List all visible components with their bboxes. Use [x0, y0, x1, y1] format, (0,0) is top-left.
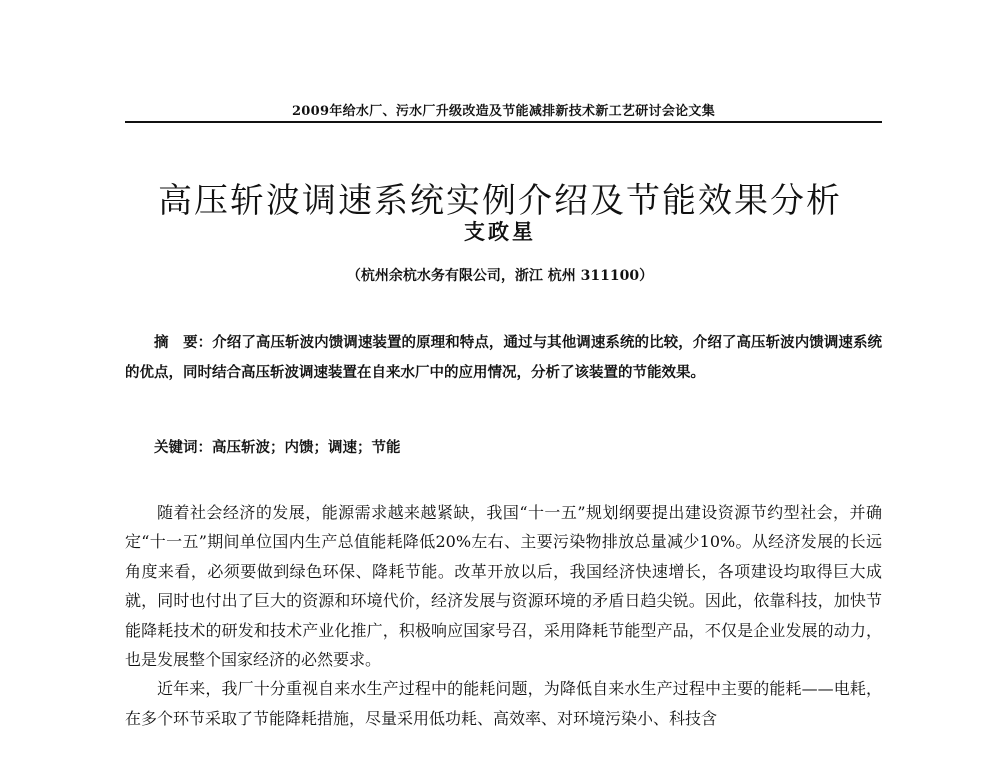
- abstract-label: 摘 要：: [154, 334, 213, 351]
- abstract-text: 介绍了高压斩波内馈调速装置的原理和特点，通过与其他调速系统的比较，介绍了高压斩波内馈调速系统的优点，同时结合高压斩波调速装置在自来水厂中的应用情况，分析了该装置的节能效果。: [125, 334, 883, 381]
- running-head: 2009年给水厂、污水厂升级改造及节能减排新技术新工艺研讨会论文集: [291, 104, 716, 119]
- keywords: [125, 436, 882, 457]
- author-name: 支政星: [464, 219, 536, 244]
- keywords-label: 关键词：: [154, 439, 212, 456]
- header-rule: [125, 121, 882, 123]
- keywords-text: 高压斩波；内馈；调速；节能: [212, 439, 401, 456]
- body-paragraph: 近年来，我厂十分重视自来水生产过程中的能耗问题，为降低自来水生产过程中主要的能耗——电耗，在多个环节采取了节能降耗措施，尽量采用低功耗、高效率、对环境污染小、科技含: [125, 679, 882, 728]
- abstract: [125, 328, 882, 387]
- paper-title: 高压斩波调速系统实例介绍及节能效果分析: [158, 180, 842, 221]
- body-paragraph: 随着社会经济的发展，能源需求越来越紧缺，我国“十一五”规划纲要提出建设资源节约型社会，并确定“十一五”期间单位国内生产总值能耗降低20%左右、主要污染物排放总量减少10%。从经济发展的长远角度来看，必须要做到绿色环保、降耗节能。改革开放以后，我国经济快速增长，各项建设均取得巨大成就，同时也付出了巨大的资源和环境代价，经济发展与资源环境的矛盾日趋尖锐。因此，依靠科技，加快节能降耗技术的研发和技术产业化推广，积极响应国家号召，采用降耗节能型产品，不仅是企业发展的动力，也是发展整个国家经济的必然要求。: [125, 503, 882, 670]
- body-text: [125, 498, 882, 733]
- author-affiliation: （杭州余杭水务有限公司，浙江 杭州 311100）: [346, 268, 654, 284]
